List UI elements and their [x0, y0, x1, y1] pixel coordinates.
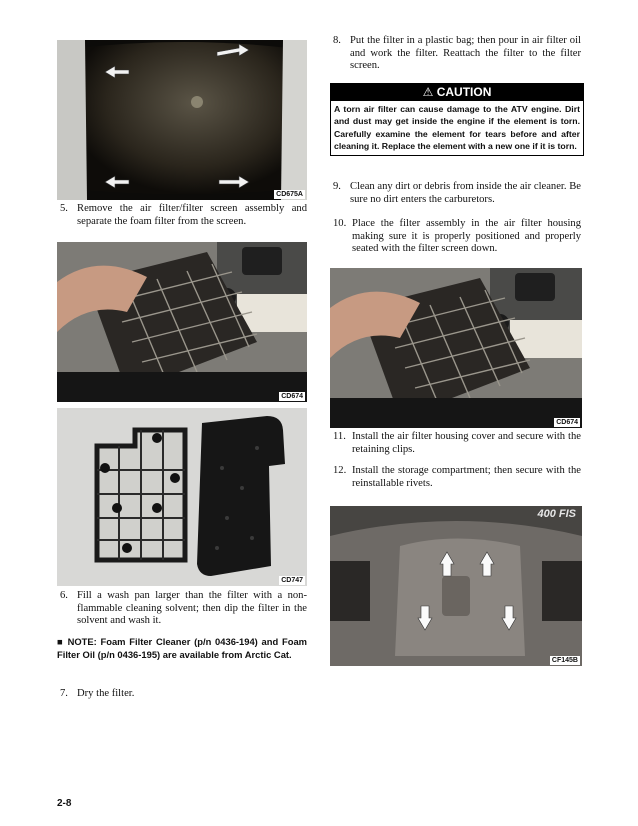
figure-air-box-photo	[57, 40, 307, 200]
step-number: 11.	[333, 431, 346, 442]
step-text: Remove the air filter/filter screen assembly and separate the foam filter from the screen.	[77, 203, 307, 227]
figure-storage-cover-photo	[330, 506, 582, 666]
step-text: Dry the filter.	[77, 688, 135, 699]
step-6	[60, 590, 307, 628]
caution-box	[330, 83, 584, 156]
step-5	[60, 203, 307, 228]
step-text: Install the storage compartment; then secure with the reinstallable rivets.	[352, 465, 581, 489]
figure-code: CD675A	[276, 191, 303, 198]
storage-cover-illustration	[330, 506, 582, 666]
caution-title: CAUTION	[436, 85, 492, 99]
warning-triangle-icon: ⚠	[422, 85, 434, 99]
figure-code: CF145B	[551, 657, 578, 664]
install-filter-illustration	[330, 268, 582, 428]
step-number: 12.	[333, 465, 347, 476]
filter-screen-illustration	[57, 408, 307, 586]
model-badge: 400 FIS	[537, 508, 576, 520]
caution-text: A torn air filter can cause damage to the ATV engine. Dirt and dust may get inside the engine if the element is torn. Carefully examine the element for tears before and after cleaning it. Replace the element with a new one if it is torn.	[334, 104, 580, 152]
step-10	[333, 218, 581, 256]
note-paragraph	[57, 635, 307, 661]
step-11	[333, 431, 581, 456]
step-12	[333, 465, 581, 490]
step-text: Place the filter assembly in the air filter housing making sure it is properly positioned and properly seated with the filter screen down.	[352, 218, 581, 255]
step-number: 10.	[333, 218, 347, 229]
step-8	[333, 35, 581, 73]
step-9	[333, 181, 581, 206]
step-number: 7.	[60, 688, 68, 699]
air-box-illustration	[57, 40, 307, 200]
step-text: Fill a wash pan larger than the filter with a non-flammable cleaning solvent; then dip the filter in the solvent and wash it.	[77, 590, 307, 627]
figure-code: CD674	[281, 393, 303, 400]
step-number: 8.	[333, 35, 341, 46]
figure-remove-filter-photo	[57, 242, 307, 402]
figure-code: CD747	[281, 577, 303, 584]
note-text: NOTE: Foam Filter Cleaner (p/n 0436-194) and Foam Filter Oil (p/n 0436-195) are available from Arctic Cat.	[57, 636, 307, 660]
figure-code: CD674	[556, 419, 578, 426]
caution-header	[331, 84, 583, 101]
figure-filter-screen-photo	[57, 408, 307, 586]
note-square-icon: ■	[57, 636, 64, 647]
figure-install-filter-photo	[330, 268, 582, 428]
step-number: 6.	[60, 590, 68, 601]
step-text: Install the air filter housing cover and secure with the retaining clips.	[352, 431, 581, 455]
step-number: 5.	[60, 203, 68, 214]
step-number: 9.	[333, 181, 341, 192]
step-text: Clean any dirt or debris from inside the air cleaner. Be sure no dirt enters the carburetors.	[350, 181, 581, 205]
step-text: Put the filter in a plastic bag; then pour in air filter oil and work the filter. Reattach the filter to the filter screen.	[350, 35, 581, 72]
step-7	[60, 688, 307, 701]
remove-filter-illustration	[57, 242, 307, 402]
page-number: 2-8	[57, 798, 72, 809]
